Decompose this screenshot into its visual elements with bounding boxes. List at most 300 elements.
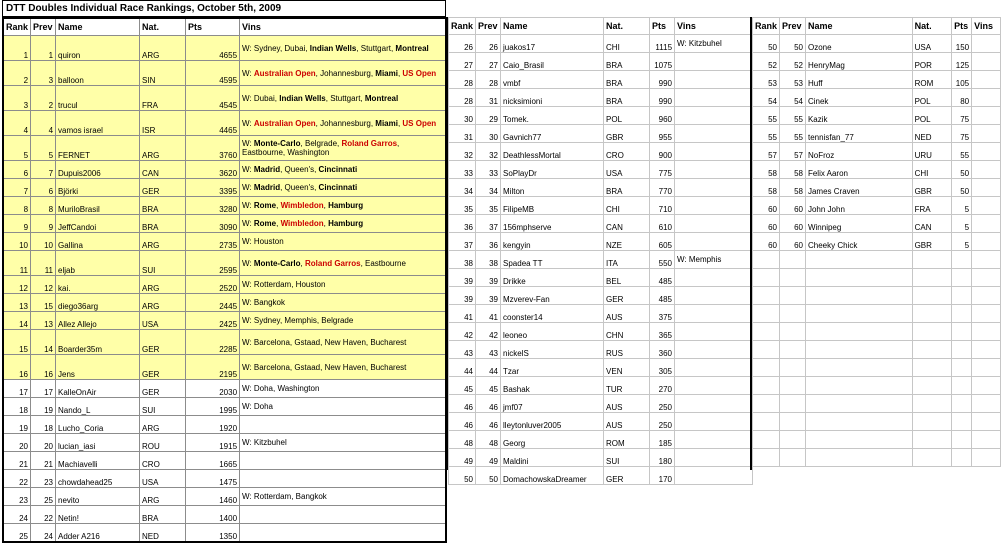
empty-cell[interactable] [753, 359, 780, 377]
wins-cell[interactable] [972, 71, 1001, 89]
player-name-cell[interactable]: DeathlessMortal [501, 143, 604, 161]
rank-cell[interactable]: 43 [449, 341, 476, 359]
prev-rank-cell[interactable]: 50 [780, 35, 806, 53]
points-cell[interactable]: 50 [952, 161, 972, 179]
points-cell[interactable]: 485 [650, 287, 675, 305]
points-cell[interactable]: 250 [650, 395, 675, 413]
player-name-cell[interactable]: lucian_iasi [56, 434, 140, 452]
points-cell[interactable]: 270 [650, 377, 675, 395]
empty-cell[interactable] [805, 269, 912, 287]
rank-cell[interactable]: 23 [3, 488, 31, 506]
prev-rank-cell[interactable]: 4 [31, 111, 56, 136]
wins-cell[interactable] [675, 71, 753, 89]
nationality-cell[interactable]: URU [912, 143, 952, 161]
nationality-cell[interactable]: CHI [604, 197, 650, 215]
wins-cell[interactable] [675, 413, 753, 431]
nationality-cell[interactable]: POL [912, 107, 952, 125]
wins-cell[interactable] [675, 197, 753, 215]
wins-cell[interactable] [240, 276, 446, 294]
wins-cell[interactable] [240, 330, 446, 355]
prev-rank-cell[interactable]: 6 [31, 179, 56, 197]
wins-cell[interactable] [675, 125, 753, 143]
wins-cell[interactable] [240, 136, 446, 161]
points-cell[interactable]: 1915 [186, 434, 240, 452]
points-cell[interactable]: 1075 [650, 53, 675, 71]
rank-cell[interactable]: 24 [3, 506, 31, 524]
empty-cell[interactable] [972, 449, 1001, 467]
nationality-cell[interactable]: GER [140, 380, 186, 398]
nationality-cell[interactable]: CRO [604, 143, 650, 161]
player-name-cell[interactable]: Bashak [501, 377, 604, 395]
empty-cell[interactable] [952, 377, 972, 395]
wins-cell[interactable] [240, 524, 446, 543]
player-name-cell[interactable]: kengyin [501, 233, 604, 251]
prev-rank-cell[interactable]: 48 [476, 431, 501, 449]
wins-cell[interactable] [972, 89, 1001, 107]
points-cell[interactable]: 2520 [186, 276, 240, 294]
prev-rank-cell[interactable]: 50 [476, 467, 501, 485]
nationality-cell[interactable]: ISR [140, 111, 186, 136]
points-cell[interactable]: 3090 [186, 215, 240, 233]
empty-cell[interactable] [952, 449, 972, 467]
empty-cell[interactable] [972, 359, 1001, 377]
player-name-cell[interactable]: diego36arg [56, 294, 140, 312]
wins-cell[interactable] [240, 61, 446, 86]
prev-rank-cell[interactable]: 10 [31, 233, 56, 251]
wins-cell[interactable] [675, 323, 753, 341]
wins-cell[interactable] [675, 107, 753, 125]
nationality-cell[interactable]: ARG [140, 488, 186, 506]
player-name-cell[interactable]: nevito [56, 488, 140, 506]
points-cell[interactable]: 1475 [186, 470, 240, 488]
prev-rank-cell[interactable]: 7 [31, 161, 56, 179]
header-nat[interactable]: Nat. [604, 18, 650, 35]
rank-cell[interactable]: 19 [3, 416, 31, 434]
prev-rank-cell[interactable]: 28 [476, 71, 501, 89]
empty-cell[interactable] [780, 341, 806, 359]
wins-cell[interactable] [240, 452, 446, 470]
points-cell[interactable]: 55 [952, 143, 972, 161]
rank-cell[interactable]: 18 [3, 398, 31, 416]
rank-cell[interactable]: 54 [753, 89, 780, 107]
header-pts[interactable]: Pts [650, 18, 675, 35]
prev-rank-cell[interactable]: 21 [31, 452, 56, 470]
player-name-cell[interactable]: Gallina [56, 233, 140, 251]
nationality-cell[interactable]: GER [604, 287, 650, 305]
prev-rank-cell[interactable]: 3 [31, 61, 56, 86]
player-name-cell[interactable]: eljab [56, 251, 140, 276]
prev-rank-cell[interactable]: 37 [476, 215, 501, 233]
points-cell[interactable]: 4545 [186, 86, 240, 111]
points-cell[interactable]: 1460 [186, 488, 240, 506]
empty-cell[interactable] [952, 413, 972, 431]
empty-cell[interactable] [912, 431, 952, 449]
rank-cell[interactable]: 3 [3, 86, 31, 111]
empty-cell[interactable] [972, 377, 1001, 395]
points-cell[interactable]: 900 [650, 143, 675, 161]
player-name-cell[interactable]: Winnipeg [805, 215, 912, 233]
wins-cell[interactable] [675, 395, 753, 413]
nationality-cell[interactable]: ARG [140, 233, 186, 251]
wins-cell[interactable] [240, 233, 446, 251]
prev-rank-cell[interactable]: 24 [31, 524, 56, 543]
header-name[interactable]: Name [805, 18, 912, 35]
wins-cell[interactable] [675, 431, 753, 449]
empty-cell[interactable] [912, 359, 952, 377]
wins-cell[interactable] [240, 36, 446, 61]
prev-rank-cell[interactable]: 39 [476, 269, 501, 287]
player-name-cell[interactable]: KalleOnAir [56, 380, 140, 398]
points-cell[interactable]: 185 [650, 431, 675, 449]
nationality-cell[interactable]: NZE [604, 233, 650, 251]
empty-cell[interactable] [912, 323, 952, 341]
points-cell[interactable]: 1400 [186, 506, 240, 524]
rank-cell[interactable]: 2 [3, 61, 31, 86]
points-cell[interactable]: 4655 [186, 36, 240, 61]
player-name-cell[interactable]: nicksimioni [501, 89, 604, 107]
wins-cell[interactable] [972, 107, 1001, 125]
points-cell[interactable]: 2030 [186, 380, 240, 398]
player-name-cell[interactable]: Nando_L [56, 398, 140, 416]
prev-rank-cell[interactable]: 8 [31, 197, 56, 215]
nationality-cell[interactable]: USA [140, 312, 186, 330]
nationality-cell[interactable]: USA [604, 161, 650, 179]
empty-cell[interactable] [972, 395, 1001, 413]
prev-rank-cell[interactable]: 46 [476, 395, 501, 413]
header-name[interactable]: Name [501, 18, 604, 35]
rank-cell[interactable]: 17 [3, 380, 31, 398]
player-name-cell[interactable]: Jens [56, 355, 140, 380]
header-wins[interactable]: Vins [240, 18, 446, 36]
wins-cell[interactable] [972, 197, 1001, 215]
prev-rank-cell[interactable]: 15 [31, 294, 56, 312]
nationality-cell[interactable]: BRA [140, 506, 186, 524]
points-cell[interactable]: 990 [650, 89, 675, 107]
player-name-cell[interactable]: coonster14 [501, 305, 604, 323]
rank-cell[interactable]: 7 [3, 179, 31, 197]
player-name-cell[interactable]: Felix Aaron [805, 161, 912, 179]
rank-cell[interactable]: 15 [3, 330, 31, 355]
header-rank[interactable]: Rank [449, 18, 476, 35]
empty-cell[interactable] [753, 431, 780, 449]
empty-cell[interactable] [805, 413, 912, 431]
rank-cell[interactable]: 31 [449, 125, 476, 143]
rank-cell[interactable]: 8 [3, 197, 31, 215]
wins-cell[interactable] [972, 53, 1001, 71]
wins-cell[interactable] [240, 197, 446, 215]
prev-rank-cell[interactable]: 27 [476, 53, 501, 71]
rank-cell[interactable]: 50 [753, 35, 780, 53]
player-name-cell[interactable]: Mzverev-Fan [501, 287, 604, 305]
prev-rank-cell[interactable]: 9 [31, 215, 56, 233]
points-cell[interactable]: 550 [650, 251, 675, 269]
rank-cell[interactable]: 37 [449, 233, 476, 251]
points-cell[interactable]: 1665 [186, 452, 240, 470]
player-name-cell[interactable]: FilipeMB [501, 197, 604, 215]
nationality-cell[interactable]: POR [912, 53, 952, 71]
nationality-cell[interactable]: CHN [604, 323, 650, 341]
rank-cell[interactable]: 52 [753, 53, 780, 71]
prev-rank-cell[interactable]: 46 [476, 413, 501, 431]
rank-cell[interactable]: 57 [753, 143, 780, 161]
empty-cell[interactable] [780, 377, 806, 395]
prev-rank-cell[interactable]: 31 [476, 89, 501, 107]
prev-rank-cell[interactable]: 60 [780, 233, 806, 251]
player-name-cell[interactable]: FERNET [56, 136, 140, 161]
wins-cell[interactable] [240, 506, 446, 524]
wins-cell[interactable] [675, 215, 753, 233]
empty-cell[interactable] [912, 395, 952, 413]
wins-cell[interactable] [240, 470, 446, 488]
header-pts[interactable]: Pts [952, 18, 972, 35]
player-name-cell[interactable]: jmf07 [501, 395, 604, 413]
prev-rank-cell[interactable]: 54 [780, 89, 806, 107]
prev-rank-cell[interactable]: 13 [31, 312, 56, 330]
header-wins[interactable]: Vins [972, 18, 1001, 35]
rank-cell[interactable]: 58 [753, 161, 780, 179]
prev-rank-cell[interactable]: 34 [476, 179, 501, 197]
nationality-cell[interactable]: CAN [912, 215, 952, 233]
header-prev[interactable]: Prev [31, 18, 56, 36]
empty-cell[interactable] [912, 341, 952, 359]
player-name-cell[interactable]: HenryMag [805, 53, 912, 71]
points-cell[interactable]: 955 [650, 125, 675, 143]
empty-cell[interactable] [912, 449, 952, 467]
prev-rank-cell[interactable]: 60 [780, 197, 806, 215]
player-name-cell[interactable]: Kazik [805, 107, 912, 125]
nationality-cell[interactable]: CAN [604, 215, 650, 233]
points-cell[interactable]: 485 [650, 269, 675, 287]
empty-cell[interactable] [753, 269, 780, 287]
rank-cell[interactable]: 26 [449, 35, 476, 53]
prev-rank-cell[interactable]: 49 [476, 449, 501, 467]
prev-rank-cell[interactable]: 11 [31, 251, 56, 276]
nationality-cell[interactable]: AUS [604, 413, 650, 431]
rank-cell[interactable]: 4 [3, 111, 31, 136]
wins-cell[interactable] [240, 215, 446, 233]
rank-cell[interactable]: 32 [449, 143, 476, 161]
points-cell[interactable]: 3395 [186, 179, 240, 197]
wins-cell[interactable] [240, 398, 446, 416]
player-name-cell[interactable]: Dupuis2006 [56, 161, 140, 179]
prev-rank-cell[interactable]: 29 [476, 107, 501, 125]
nationality-cell[interactable]: GBR [912, 233, 952, 251]
prev-rank-cell[interactable]: 30 [476, 125, 501, 143]
nationality-cell[interactable]: TUR [604, 377, 650, 395]
nationality-cell[interactable]: GER [604, 467, 650, 485]
empty-cell[interactable] [753, 287, 780, 305]
nationality-cell[interactable]: BRA [604, 89, 650, 107]
prev-rank-cell[interactable]: 18 [31, 416, 56, 434]
nationality-cell[interactable]: BRA [604, 179, 650, 197]
player-name-cell[interactable]: balloon [56, 61, 140, 86]
player-name-cell[interactable]: James Craven [805, 179, 912, 197]
player-name-cell[interactable]: Gavnich77 [501, 125, 604, 143]
points-cell[interactable]: 770 [650, 179, 675, 197]
points-cell[interactable]: 605 [650, 233, 675, 251]
wins-cell[interactable] [240, 86, 446, 111]
player-name-cell[interactable]: DomachowskaDreamer [501, 467, 604, 485]
prev-rank-cell[interactable]: 17 [31, 380, 56, 398]
empty-cell[interactable] [780, 305, 806, 323]
rank-cell[interactable]: 20 [3, 434, 31, 452]
nationality-cell[interactable]: ARG [140, 136, 186, 161]
empty-cell[interactable] [753, 449, 780, 467]
rank-cell[interactable]: 55 [753, 107, 780, 125]
rank-cell[interactable]: 9 [3, 215, 31, 233]
prev-rank-cell[interactable]: 41 [476, 305, 501, 323]
nationality-cell[interactable]: ROM [912, 71, 952, 89]
prev-rank-cell[interactable]: 55 [780, 125, 806, 143]
wins-cell[interactable] [675, 341, 753, 359]
rank-cell[interactable]: 46 [449, 413, 476, 431]
header-nat[interactable]: Nat. [912, 18, 952, 35]
empty-cell[interactable] [912, 287, 952, 305]
rank-cell[interactable]: 14 [3, 312, 31, 330]
wins-cell[interactable] [972, 125, 1001, 143]
player-name-cell[interactable]: MuriloBrasil [56, 197, 140, 215]
wins-cell[interactable] [675, 269, 753, 287]
empty-cell[interactable] [753, 305, 780, 323]
nationality-cell[interactable]: AUS [604, 395, 650, 413]
player-name-cell[interactable]: Adder A216 [56, 524, 140, 543]
empty-cell[interactable] [805, 395, 912, 413]
nationality-cell[interactable]: GER [140, 179, 186, 197]
empty-cell[interactable] [780, 359, 806, 377]
nationality-cell[interactable]: USA [140, 470, 186, 488]
empty-cell[interactable] [805, 359, 912, 377]
empty-cell[interactable] [912, 377, 952, 395]
prev-rank-cell[interactable]: 1 [31, 36, 56, 61]
points-cell[interactable]: 250 [650, 413, 675, 431]
points-cell[interactable]: 4595 [186, 61, 240, 86]
player-name-cell[interactable]: vmbf [501, 71, 604, 89]
empty-cell[interactable] [805, 323, 912, 341]
player-name-cell[interactable]: lleytonluver2005 [501, 413, 604, 431]
points-cell[interactable]: 3280 [186, 197, 240, 215]
empty-cell[interactable] [952, 431, 972, 449]
wins-cell[interactable] [240, 161, 446, 179]
empty-cell[interactable] [952, 341, 972, 359]
prev-rank-cell[interactable]: 52 [780, 53, 806, 71]
nationality-cell[interactable]: ARG [140, 416, 186, 434]
nationality-cell[interactable]: BRA [604, 53, 650, 71]
empty-cell[interactable] [805, 287, 912, 305]
nationality-cell[interactable]: GBR [604, 125, 650, 143]
nationality-cell[interactable]: ARG [140, 276, 186, 294]
player-name-cell[interactable]: Cheeky Chick [805, 233, 912, 251]
points-cell[interactable]: 4465 [186, 111, 240, 136]
wins-cell[interactable] [240, 488, 446, 506]
points-cell[interactable]: 990 [650, 71, 675, 89]
empty-cell[interactable] [972, 287, 1001, 305]
prev-rank-cell[interactable]: 26 [476, 35, 501, 53]
prev-rank-cell[interactable]: 35 [476, 197, 501, 215]
nationality-cell[interactable]: BRA [140, 215, 186, 233]
player-name-cell[interactable]: leoneo [501, 323, 604, 341]
rank-cell[interactable]: 30 [449, 107, 476, 125]
prev-rank-cell[interactable]: 19 [31, 398, 56, 416]
nationality-cell[interactable]: CRO [140, 452, 186, 470]
wins-cell[interactable] [675, 449, 753, 467]
empty-cell[interactable] [753, 395, 780, 413]
rank-cell[interactable]: 60 [753, 233, 780, 251]
prev-rank-cell[interactable]: 55 [780, 107, 806, 125]
points-cell[interactable]: 2195 [186, 355, 240, 380]
nationality-cell[interactable]: BRA [140, 197, 186, 215]
empty-cell[interactable] [972, 269, 1001, 287]
points-cell[interactable]: 710 [650, 197, 675, 215]
rank-cell[interactable]: 12 [3, 276, 31, 294]
prev-rank-cell[interactable]: 39 [476, 287, 501, 305]
prev-rank-cell[interactable]: 36 [476, 233, 501, 251]
prev-rank-cell[interactable]: 58 [780, 179, 806, 197]
nationality-cell[interactable]: ARG [140, 294, 186, 312]
nationality-cell[interactable]: POL [912, 89, 952, 107]
prev-rank-cell[interactable]: 45 [476, 377, 501, 395]
rank-cell[interactable]: 28 [449, 89, 476, 107]
rank-cell[interactable]: 41 [449, 305, 476, 323]
prev-rank-cell[interactable]: 33 [476, 161, 501, 179]
empty-cell[interactable] [780, 431, 806, 449]
wins-cell[interactable] [240, 416, 446, 434]
player-name-cell[interactable]: Tzar [501, 359, 604, 377]
wins-cell[interactable] [675, 233, 753, 251]
points-cell[interactable]: 75 [952, 107, 972, 125]
empty-cell[interactable] [805, 377, 912, 395]
points-cell[interactable]: 150 [952, 35, 972, 53]
rank-cell[interactable]: 58 [753, 179, 780, 197]
points-cell[interactable]: 2735 [186, 233, 240, 251]
wins-cell[interactable] [240, 434, 446, 452]
player-name-cell[interactable]: nickelS [501, 341, 604, 359]
points-cell[interactable]: 5 [952, 233, 972, 251]
nationality-cell[interactable]: POL [604, 107, 650, 125]
points-cell[interactable]: 2595 [186, 251, 240, 276]
points-cell[interactable]: 3620 [186, 161, 240, 179]
player-name-cell[interactable]: Caio_Brasil [501, 53, 604, 71]
empty-cell[interactable] [753, 251, 780, 269]
header-prev[interactable]: Prev [780, 18, 806, 35]
empty-cell[interactable] [753, 413, 780, 431]
rank-cell[interactable]: 55 [753, 125, 780, 143]
empty-cell[interactable] [805, 431, 912, 449]
points-cell[interactable]: 125 [952, 53, 972, 71]
points-cell[interactable]: 375 [650, 305, 675, 323]
empty-cell[interactable] [780, 287, 806, 305]
wins-cell[interactable]: W: Memphis [675, 251, 753, 269]
points-cell[interactable]: 180 [650, 449, 675, 467]
rank-cell[interactable]: 42 [449, 323, 476, 341]
player-name-cell[interactable]: Netin! [56, 506, 140, 524]
nationality-cell[interactable]: ROM [604, 431, 650, 449]
player-name-cell[interactable]: Machiavelli [56, 452, 140, 470]
nationality-cell[interactable]: ITA [604, 251, 650, 269]
prev-rank-cell[interactable]: 57 [780, 143, 806, 161]
wins-cell[interactable] [972, 179, 1001, 197]
player-name-cell[interactable]: Maldini [501, 449, 604, 467]
points-cell[interactable]: 5 [952, 197, 972, 215]
rank-cell[interactable]: 34 [449, 179, 476, 197]
nationality-cell[interactable]: VEN [604, 359, 650, 377]
rank-cell[interactable]: 25 [3, 524, 31, 543]
wins-cell[interactable] [240, 355, 446, 380]
nationality-cell[interactable]: BRA [604, 71, 650, 89]
wins-cell[interactable] [240, 111, 446, 136]
nationality-cell[interactable]: SUI [140, 398, 186, 416]
prev-rank-cell[interactable]: 12 [31, 276, 56, 294]
rank-cell[interactable]: 11 [3, 251, 31, 276]
